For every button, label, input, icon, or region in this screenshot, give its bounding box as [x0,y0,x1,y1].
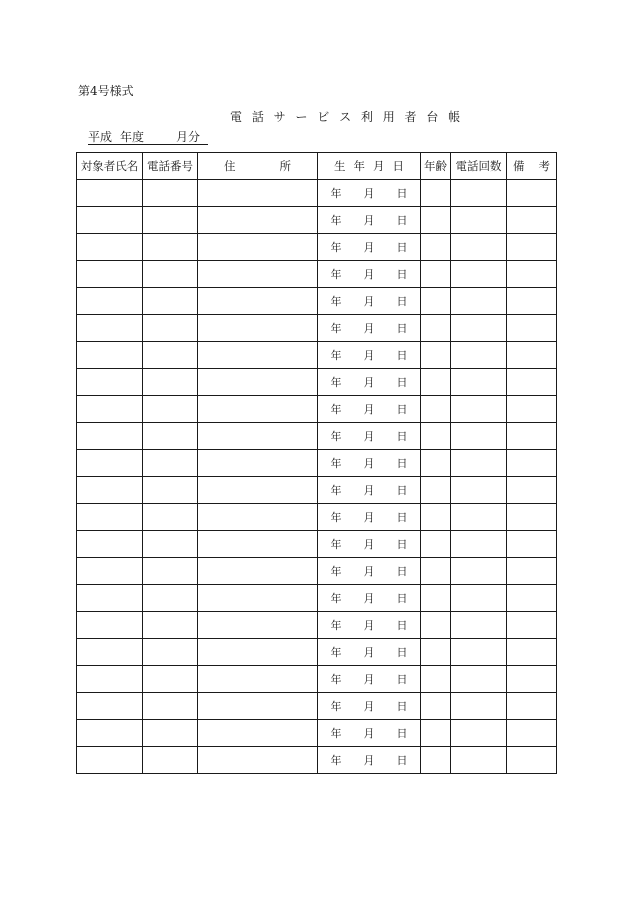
name-cell [77,207,143,234]
date-unit-month: 月 [363,619,375,632]
call-count-cell [451,720,507,747]
name-cell [77,720,143,747]
date-unit-day: 日 [396,241,408,254]
age-cell [421,396,451,423]
phone-cell [143,531,198,558]
phone-cell [143,450,198,477]
date-unit-year: 年 [330,268,342,281]
name-cell [77,477,143,504]
date-unit-month: 月 [363,727,375,740]
name-cell [77,747,143,774]
period-month: 月分 [176,130,201,144]
name-cell [77,288,143,315]
remarks-cell [507,234,557,261]
dob-cell [318,369,421,396]
call-count-cell [451,666,507,693]
form-number: 第4号様式 [78,84,134,98]
call-count-cell [451,423,507,450]
phone-cell [143,612,198,639]
dob-cell [318,558,421,585]
name-cell [77,342,143,369]
date-unit-year: 年 [330,484,342,497]
table-row [77,342,557,369]
remarks-cell [507,369,557,396]
table-row [77,558,557,585]
header-name: 対象者氏名 [77,153,143,180]
date-unit-month: 月 [363,457,375,470]
date-unit-month: 月 [363,673,375,686]
address-cell [198,423,318,450]
phone-cell [143,369,198,396]
phone-cell [143,180,198,207]
name-cell [77,639,143,666]
phone-cell [143,666,198,693]
remarks-cell [507,396,557,423]
dob-cell [318,450,421,477]
name-cell [77,558,143,585]
name-cell [77,585,143,612]
date-unit-year: 年 [330,241,342,254]
phone-cell [143,720,198,747]
user-ledger-table [76,152,557,774]
table-row [77,180,557,207]
table-row [77,450,557,477]
date-unit-year: 年 [330,376,342,389]
date-unit-month: 月 [363,646,375,659]
dob-cell [318,504,421,531]
date-unit-month: 月 [363,268,375,281]
date-unit-year: 年 [330,403,342,416]
period-era: 平成 [88,130,113,144]
header-dob-char: 日 [392,159,404,173]
age-cell [421,585,451,612]
dob-cell [318,747,421,774]
phone-cell [143,477,198,504]
phone-cell [143,504,198,531]
date-unit-day: 日 [396,700,408,713]
header-remarks [507,153,557,180]
table-row [77,747,557,774]
phone-cell [143,315,198,342]
table-row [77,396,557,423]
age-cell [421,315,451,342]
table-row [77,477,557,504]
remarks-cell [507,639,557,666]
age-cell [421,639,451,666]
date-unit-month: 月 [363,187,375,200]
header-row [77,153,557,180]
dob-cell [318,207,421,234]
date-unit-month: 月 [363,754,375,767]
date-unit-day: 日 [396,268,408,281]
dob-cell [318,234,421,261]
age-cell [421,450,451,477]
table-row [77,693,557,720]
call-count-cell [451,180,507,207]
date-unit-year: 年 [330,700,342,713]
address-cell [198,720,318,747]
address-cell [198,666,318,693]
address-cell [198,612,318,639]
name-cell [77,396,143,423]
call-count-cell [451,558,507,585]
dob-cell [318,288,421,315]
date-unit-month: 月 [363,700,375,713]
age-cell [421,558,451,585]
age-cell [421,342,451,369]
dob-cell [318,720,421,747]
date-unit-year: 年 [330,214,342,227]
call-count-cell [451,639,507,666]
date-unit-year: 年 [330,430,342,443]
table-row [77,288,557,315]
name-cell [77,693,143,720]
age-cell [421,693,451,720]
table-row [77,612,557,639]
age-cell [421,369,451,396]
phone-cell [143,585,198,612]
address-cell [198,207,318,234]
remarks-cell [507,207,557,234]
date-unit-day: 日 [396,187,408,200]
address-cell [198,477,318,504]
call-count-cell [451,396,507,423]
date-unit-year: 年 [330,187,342,200]
period-line [88,130,208,145]
date-unit-day: 日 [396,403,408,416]
age-cell [421,423,451,450]
date-unit-month: 月 [363,565,375,578]
date-unit-month: 月 [363,349,375,362]
date-unit-year: 年 [330,349,342,362]
dob-cell [318,396,421,423]
date-unit-day: 日 [396,565,408,578]
date-unit-year: 年 [330,619,342,632]
date-unit-year: 年 [330,646,342,659]
table-row [77,234,557,261]
table-row [77,639,557,666]
date-unit-month: 月 [363,376,375,389]
address-cell [198,693,318,720]
name-cell [77,450,143,477]
table-row [77,504,557,531]
phone-cell [143,207,198,234]
phone-cell [143,693,198,720]
header-dob-char: 年 [353,159,365,173]
dob-cell [318,342,421,369]
call-count-cell [451,747,507,774]
header-address-char: 住 [224,159,236,173]
header-dob-char: 生 [334,159,346,173]
table-row [77,720,557,747]
remarks-cell [507,720,557,747]
remarks-cell [507,261,557,288]
date-unit-month: 月 [363,592,375,605]
call-count-cell [451,477,507,504]
age-cell [421,531,451,558]
remarks-cell [507,531,557,558]
remarks-cell [507,585,557,612]
date-unit-day: 日 [396,457,408,470]
address-cell [198,180,318,207]
age-cell [421,180,451,207]
table-row [77,315,557,342]
name-cell [77,261,143,288]
remarks-cell [507,315,557,342]
address-cell [198,342,318,369]
address-cell [198,747,318,774]
name-cell [77,315,143,342]
name-cell [77,531,143,558]
document-title: 電 話 サ ー ビ ス 利 用 者 台 帳 [230,110,464,124]
remarks-cell [507,693,557,720]
age-cell [421,666,451,693]
date-unit-year: 年 [330,511,342,524]
remarks-cell [507,666,557,693]
remarks-cell [507,612,557,639]
date-unit-day: 日 [396,646,408,659]
date-unit-day: 日 [396,430,408,443]
date-unit-year: 年 [330,565,342,578]
header-age: 年齢 [421,153,451,180]
dob-cell [318,423,421,450]
age-cell [421,477,451,504]
date-unit-month: 月 [363,241,375,254]
dob-cell [318,261,421,288]
date-unit-month: 月 [363,295,375,308]
table-row [77,369,557,396]
age-cell [421,747,451,774]
date-unit-day: 日 [396,376,408,389]
header-dob [318,153,421,180]
remarks-cell [507,477,557,504]
date-unit-day: 日 [396,673,408,686]
header-remarks-char: 備 [513,159,525,173]
date-unit-day: 日 [396,619,408,632]
address-cell [198,450,318,477]
call-count-cell [451,315,507,342]
dob-cell [318,315,421,342]
call-count-cell [451,288,507,315]
date-unit-day: 日 [396,538,408,551]
address-cell [198,585,318,612]
phone-cell [143,396,198,423]
header-phone: 電話番号 [143,153,198,180]
phone-cell [143,423,198,450]
age-cell [421,504,451,531]
name-cell [77,504,143,531]
date-unit-year: 年 [330,727,342,740]
period-year: 年度 [120,130,145,144]
date-unit-month: 月 [363,214,375,227]
dob-cell [318,639,421,666]
call-count-cell [451,261,507,288]
name-cell [77,180,143,207]
address-cell [198,261,318,288]
address-cell [198,369,318,396]
date-unit-day: 日 [396,214,408,227]
table-row [77,261,557,288]
phone-cell [143,288,198,315]
header-address-char: 所 [279,159,291,173]
address-cell [198,234,318,261]
date-unit-day: 日 [396,592,408,605]
date-unit-year: 年 [330,754,342,767]
address-cell [198,558,318,585]
call-count-cell [451,234,507,261]
date-unit-month: 月 [363,403,375,416]
remarks-cell [507,747,557,774]
age-cell [421,261,451,288]
header-remarks-char: 考 [538,159,550,173]
remarks-cell [507,180,557,207]
date-unit-month: 月 [363,511,375,524]
remarks-cell [507,423,557,450]
age-cell [421,207,451,234]
call-count-cell [451,585,507,612]
address-cell [198,531,318,558]
call-count-cell [451,504,507,531]
dob-cell [318,693,421,720]
date-unit-year: 年 [330,457,342,470]
call-count-cell [451,693,507,720]
date-unit-year: 年 [330,295,342,308]
dob-cell [318,477,421,504]
table-row [77,423,557,450]
call-count-cell [451,207,507,234]
date-unit-month: 月 [363,430,375,443]
call-count-cell [451,531,507,558]
table-row [77,666,557,693]
date-unit-month: 月 [363,484,375,497]
address-cell [198,315,318,342]
date-unit-day: 日 [396,322,408,335]
date-unit-year: 年 [330,592,342,605]
phone-cell [143,747,198,774]
date-unit-month: 月 [363,322,375,335]
name-cell [77,612,143,639]
date-unit-day: 日 [396,295,408,308]
dob-cell [318,585,421,612]
age-cell [421,288,451,315]
address-cell [198,396,318,423]
phone-cell [143,261,198,288]
phone-cell [143,558,198,585]
name-cell [77,666,143,693]
header-call-count: 電話回数 [451,153,507,180]
date-unit-day: 日 [396,727,408,740]
name-cell [77,423,143,450]
phone-cell [143,234,198,261]
age-cell [421,234,451,261]
dob-cell [318,531,421,558]
name-cell [77,234,143,261]
date-unit-year: 年 [330,673,342,686]
call-count-cell [451,450,507,477]
phone-cell [143,639,198,666]
header-address [198,153,318,180]
remarks-cell [507,288,557,315]
dob-cell [318,666,421,693]
dob-cell [318,612,421,639]
table-row [77,531,557,558]
remarks-cell [507,342,557,369]
remarks-cell [507,558,557,585]
name-cell [77,369,143,396]
date-unit-day: 日 [396,484,408,497]
call-count-cell [451,612,507,639]
call-count-cell [451,369,507,396]
date-unit-day: 日 [396,754,408,767]
call-count-cell [451,342,507,369]
date-unit-day: 日 [396,349,408,362]
date-unit-year: 年 [330,538,342,551]
dob-cell [318,180,421,207]
table-row [77,585,557,612]
header-dob-char: 月 [373,159,385,173]
address-cell [198,639,318,666]
address-cell [198,504,318,531]
remarks-cell [507,504,557,531]
age-cell [421,720,451,747]
date-unit-year: 年 [330,322,342,335]
table-row [77,207,557,234]
date-unit-day: 日 [396,511,408,524]
remarks-cell [507,450,557,477]
date-unit-month: 月 [363,538,375,551]
age-cell [421,612,451,639]
phone-cell [143,342,198,369]
address-cell [198,288,318,315]
